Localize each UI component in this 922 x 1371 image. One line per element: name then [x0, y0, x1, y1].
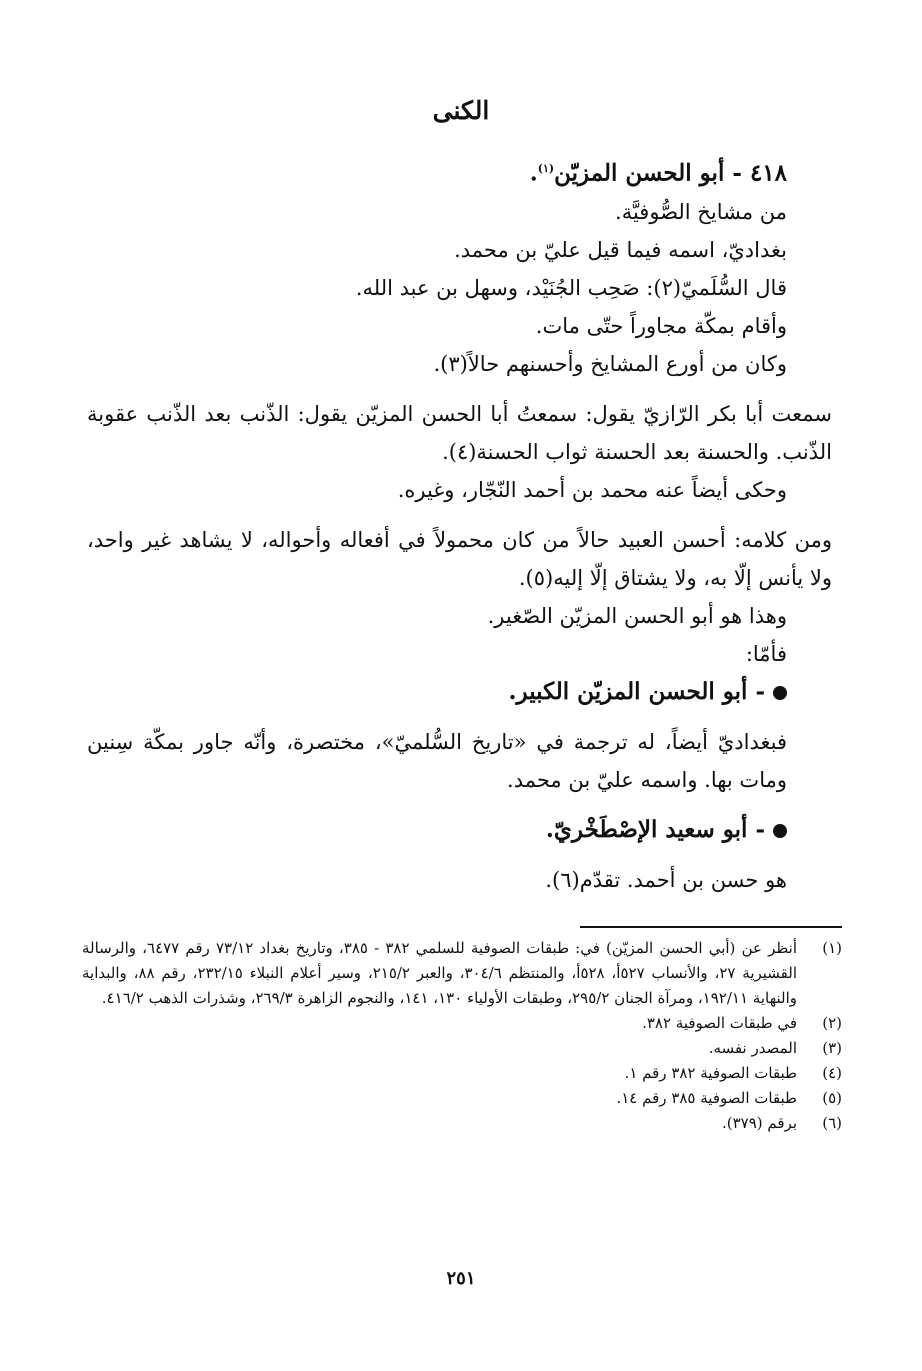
text-line: من مشايخ الصُّوفيَّة.: [615, 199, 787, 224]
text-line: فأمّا:: [745, 641, 787, 666]
text-line: قال السُّلَميّ(٢): صَحِب الجُنَيْد، وسهل بن عبد الله.: [355, 275, 787, 300]
footnote: (٤) طبقات الصوفية ٣٨٢ رقم ١.: [624, 1064, 842, 1082]
footnotes: [82, 936, 842, 1136]
footnote-divider: [580, 926, 842, 928]
text-line: وحكى أيضاً عنه محمد بن أحمد النّجّار، وغيره.: [397, 477, 787, 502]
bullet-icon: [773, 824, 787, 838]
footnote: (٦) برقم (٣٧٩).: [721, 1114, 842, 1132]
footnote: (٢) في طبقات الصوفية ٣٨٢.: [642, 1014, 842, 1032]
footnote-ref: (١): [537, 162, 555, 175]
text-line: بغداديّ، اسمه فيما قيل عليّ بن محمد.: [454, 237, 787, 262]
entry-heading: ٤١٨ - أبو الحسن المزيّن$^{(١)}$.: [529, 159, 787, 187]
main-text: [87, 150, 832, 899]
text-line: وكان من أورع المشايخ وأحسنهم حالاً(٣).: [433, 351, 787, 376]
text-line: وأقام بمكّة مجاوراً حتّى مات.: [535, 313, 787, 338]
page-header: الكنى: [432, 96, 490, 125]
footnote: (٥) طبقات الصوفية ٣٨٥ رقم ١٤.: [616, 1089, 842, 1107]
subentry-heading: - أبو الحسن المزيّن الكبير.: [87, 673, 787, 711]
bullet-icon: [773, 686, 787, 700]
footnote: (٣) المصدر نفسه.: [708, 1039, 842, 1057]
paragraph: ومن كلامه: أحسن العبيد حالاً من كان محمولاً في أفعاله وأحواله، لا يشاهد غير واحد، ولا يأنس إلّا به، ولا يشتاق إلّا إليه(٥).: [87, 527, 832, 590]
subentry-heading: - أبو سعيد الإصْطَخْريّ.: [87, 811, 787, 849]
footnote: (١) أنظر عن (أبي الحسن المزيّن) في: طبقات الصوفية للسلمي ٣٨٢ - ٣٨٥، وتاريخ بغداد ٧٣/١٢ رقم ٦٤٧٧، والرسالة القشيرية ٢٧، والأنساب ٥٢٧أ، ٥٢٨أ، والمنتظم ٣٠٤/٦، والعبر ٢١٥/٢، وسير أعلام النبلاء ٢٣٢/١٥، رقم ٨٨، والبداية والنهاية ١٩٢/١١، ومرآة الجنان ٢٩٥/٢، وطبقات الأولياء ١٣٠، ١٤١، والنجوم الزاهرة ٢٦٩/٣، وشذرات الذهب ٤١٦/٢.: [82, 939, 842, 1007]
text-line: هو حسن بن أحمد. تقدّم(٦).: [545, 867, 787, 892]
paragraph: فبغداديّ أيضاً، له ترجمة في «تاريخ السُّلميّ»، مختصرة، وأنّه جاور بمكّة سِنين ومات بها. واسمه عليّ بن محمد.: [87, 729, 787, 792]
paragraph: سمعت أبا بكر الرّازيّ يقول: سمعتُ أبا الحسن المزيّن يقول: الذّنب بعد الذّنب عقوبة الذّنب. والحسنة بعد الحسنة ثواب الحسنة(٤).: [87, 401, 832, 464]
text-line: وهذا هو أبو الحسن المزيّن الصّغير.: [487, 603, 787, 628]
entry-name: أبو الحسن المزيّن: [554, 159, 725, 187]
entry-number: ٤١٨ -: [732, 159, 787, 187]
page-number: ٢٥١: [446, 1268, 476, 1289]
